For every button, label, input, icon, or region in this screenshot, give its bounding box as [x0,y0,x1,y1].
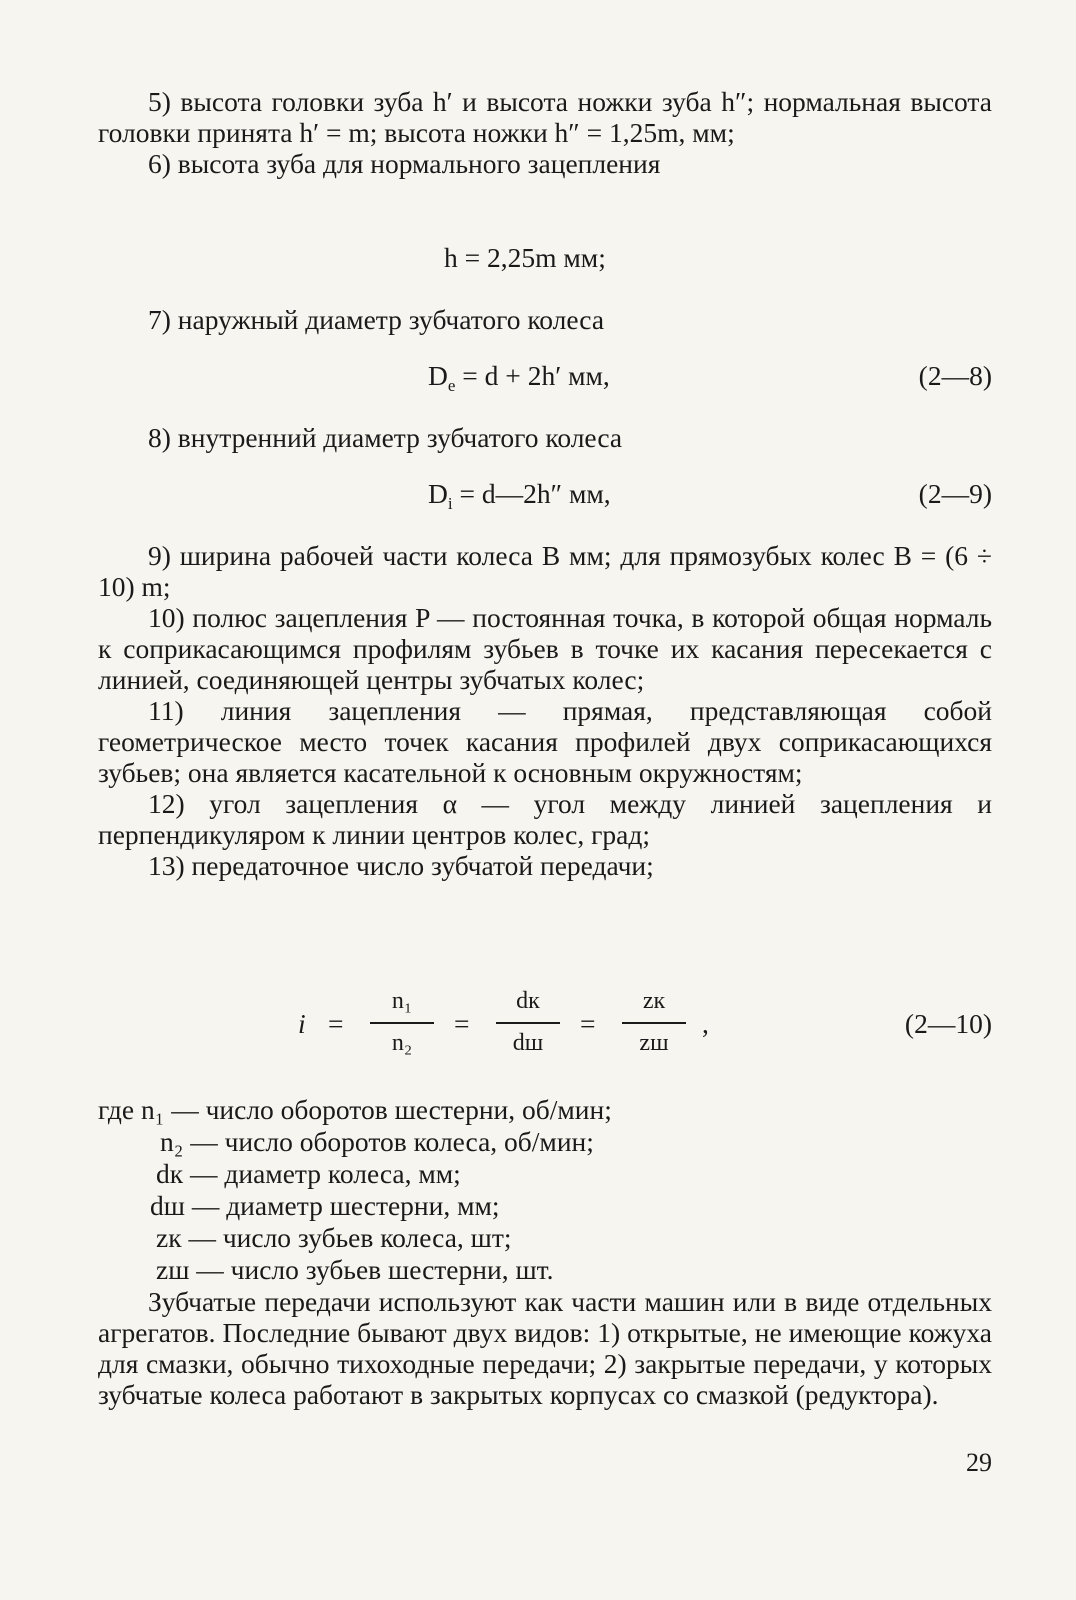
page-number: 29 [966,1448,992,1477]
item-6: 6) высота зуба для нормального зацепления [148,148,661,179]
fraction-n: n₁ n₂ [370,988,434,1056]
item-10: 10) полюс зацепления P — постоянная точка, в которой общая нормаль к соприкасающимся профилям зубьев в точке их касания пересекается с линией, соединяющей центры зубчатых колес; [98,602,992,695]
symbol-legend [98,1094,992,1294]
item-11: 11) линия зацепления — прямая, представляющая собой геометрическое место точек касания профилей двух соприкасающихся зубьев; она является касательной к основным окружностям; [98,695,992,788]
legend-row: zк — число зубьев колеса, шт; [156,1222,512,1253]
item-13: 13) передаточное число зубчатой передачи; [148,850,654,881]
legend-row: n₂ — число оборотов колеса, об/мин; [160,1126,594,1157]
equals-sign-2: = [454,1008,470,1039]
legend-row: где n₁ — число оборотов шестерни, об/мин; [98,1094,612,1125]
item-7: 7) наружный диаметр зубчатого колеса [148,304,605,335]
equation-de: $D_e = d + 2h'$ мм, [428,360,610,395]
items-9-13 [98,540,992,881]
item-8-block [98,422,992,453]
legend-row: zш — число зубьев шестерни, шт. [156,1254,554,1285]
legend-row: dш — диаметр шестерни, мм; [150,1190,500,1221]
closing-block [98,1286,992,1410]
equation-number-2-10: (2—10) [904,1008,992,1039]
legend-row: dк — диаметр колеса, мм; [156,1158,461,1189]
closing-paragraph: Зубчатые передачи используют как части машин или в виде отдельных агрегатов. Последние бывают двух видов: 1) открытые, не имеющие кожуха для смазки, обычно тихоходные передачи; 2) закрытые передачи, у которых зубчатые колеса работают в закрытых корпусах со смазкой (редуктора). [98,1286,992,1410]
item-5: 5) высота головки зуба h′ и высота ножки зуба h″; нормальная высота головки принята h′ = m; высота ножки h″ = 1,25m, мм; [98,86,992,148]
item-12: 12) угол зацепления α — угол между линией зацепления и перпендикуляром к линии центров колес, град; [98,788,992,850]
equation-number-2-8: (2—8) [918,360,992,391]
equation-di: $D_i$ = d—2h″ мм, [428,478,611,513]
item-8: 8) внутренний диаметр зубчатого колеса [148,422,623,453]
ratio-lhs: i [298,1008,306,1039]
equation-h: h = 2,25m мм; [444,242,606,273]
equation-number-2-9: (2—9) [918,478,992,509]
equals-sign-1: = [328,1008,344,1039]
equation-2-9 [98,478,992,514]
equation-2-8 [98,360,992,396]
equation-2-10 [98,988,992,1068]
fraction-z: zк zш [622,988,686,1056]
fraction-d: dк dш [496,988,560,1056]
item-7-block [98,304,992,335]
item-9: 9) ширина рабочей части колеса B мм; для прямозубых колес B = (6 ÷ 10) m; [98,540,992,602]
ratio-comma: , [702,1008,709,1039]
main-text [98,86,992,179]
equals-sign-3: = [580,1008,596,1039]
